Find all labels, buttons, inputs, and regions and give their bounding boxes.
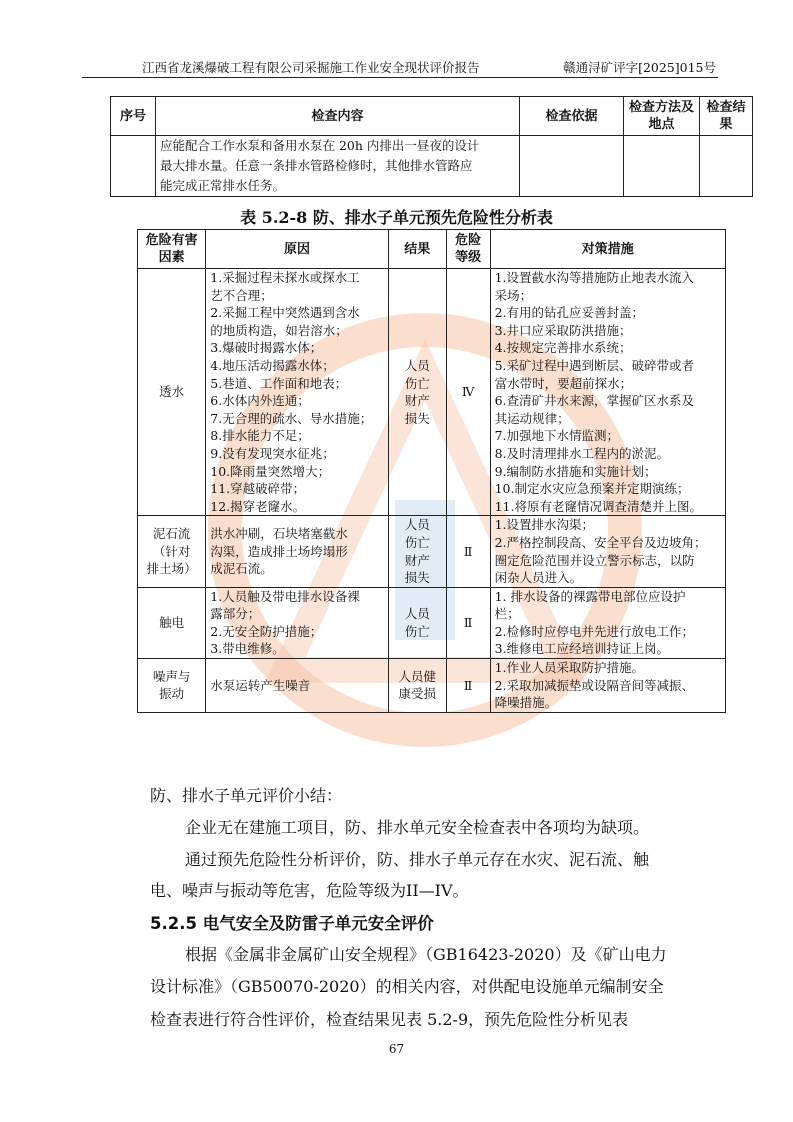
cell-measures-line: 2.有用的钻孔应妥善封盖； — [494, 305, 644, 321]
col-header-result: 检查结果 — [700, 97, 753, 136]
table-row — [138, 659, 726, 713]
cell-measures-line: 1.设置截水沟等措施防止地表水流入 — [494, 270, 694, 285]
col-header-measures: 对策措施 — [490, 230, 725, 269]
cell-measures-line: 6.查清矿井水来源，掌握矿区水系及 — [494, 393, 694, 409]
cell-causes-line: 1.采掘过程未探水或探水工 — [210, 270, 360, 285]
cell-factor-line: 排土场） — [146, 561, 197, 577]
cell-basis — [520, 136, 624, 197]
cell-causes-line: 成泥石流。 — [210, 561, 273, 577]
col-header-cause: 原因 — [206, 230, 388, 269]
cell-level: Ⅱ — [446, 587, 490, 658]
cell-measures-line: 4.按规定完善排水系统； — [494, 340, 632, 356]
header-report-title: 江西省龙溪爆破工程有限公司采掘施工作业安全现状评价报告 — [142, 60, 480, 75]
section-paragraph-line-3: 检查表进行符合性评价，检查结果见表 5.2-9，预先危险性分析见表 — [150, 1010, 629, 1029]
cell-measures — [490, 587, 725, 658]
cell-measures-line: 2.检修时应停电并先进行放电工作； — [494, 623, 694, 639]
cell-causes-line: 沟渠，造成排土场垮塌形 — [210, 543, 348, 559]
cell-result — [388, 659, 446, 713]
table-row — [138, 269, 726, 516]
cell-causes-line: 11.穿越破碎带； — [210, 481, 306, 497]
cell-causes-line: 1.人员触及带电排水设备裸 — [210, 588, 360, 604]
section-paragraph-line-1: 根据《金属非金属矿山安全规程》（GB16423-2020）及《矿山电力 — [185, 945, 667, 964]
cell-causes-line: 8.排水能力不足； — [210, 428, 310, 444]
cell-result-line: 伤亡 — [404, 534, 430, 550]
cell-result-line: 伤亡 — [404, 375, 430, 391]
check-table-continued — [110, 96, 753, 197]
cell-measures-line: 其运动规律； — [494, 410, 570, 426]
cell-factor-line: 透水 — [159, 384, 185, 400]
section-heading: 5.2.5 电气安全及防雷子单元安全评价 — [150, 914, 434, 933]
cell-measures-line: 8.及时清理排水工程内的淤泥。 — [494, 445, 669, 461]
cell-result — [388, 587, 446, 658]
cell-measures-line: 5.采矿过程中遇到断层、破碎带或者 — [494, 357, 694, 373]
cell-level: Ⅳ — [446, 269, 490, 516]
cell-causes-line: 6.水体内外连通； — [210, 393, 310, 409]
cell-causes-line: 3.爆破时揭露水体； — [210, 340, 323, 356]
cell-factor — [138, 587, 206, 658]
cell-measures-line: 11.将原有老窿情况调查清楚并上图。 — [494, 498, 702, 514]
cell-result-line: 损失 — [404, 410, 430, 426]
cell-causes-line: 3.带电维修。 — [210, 641, 285, 657]
col-header-result: 结果 — [388, 230, 446, 269]
col-header-content: 检查内容 — [156, 97, 520, 136]
cell-level: Ⅱ — [446, 516, 490, 587]
cell-causes-line: 7.无合理的疏水、导水措施； — [210, 410, 373, 426]
summary-title: 防、排水子单元评价小结： — [150, 786, 343, 805]
cell-measures-line: 闲杂人员进入。 — [494, 570, 583, 586]
cell-causes — [206, 516, 388, 587]
cell-measures-line: 1.设置排水沟渠； — [494, 517, 594, 533]
cell-content: 应能配合工作水泵和备用水泵在 20h 内排出一昼夜的设计 最大排水量。任意一条排水管路检修时，其他排水管路应 能完成正常排水任务。 — [156, 136, 520, 197]
cell-factor-line: 泥石流 — [152, 526, 191, 542]
hazard-analysis-table — [137, 229, 726, 713]
header-report-number: 赣通浔矿评字[2025]015号 — [563, 60, 716, 75]
cell-measures — [490, 659, 725, 713]
cell-result-line: 损失 — [404, 570, 430, 586]
section-paragraph-line-2: 设计标准》（GB50070-2020）的相关内容，对供配电设施单元编制安全 — [150, 977, 664, 996]
cell-measures-line: 1. 排水设备的裸露带电部位应设护 — [494, 588, 686, 604]
cell-measures-line: 富水带时，要超前探水； — [494, 375, 633, 391]
summary-paragraph-2-line-1: 通过预先危险性分析评价，防、排水子单元存在水灾、泥石流、触 — [185, 850, 650, 869]
cell-method — [624, 136, 700, 197]
cell-measures-line: 10.制定水灾应急预案并定期演练； — [494, 481, 690, 497]
col-header-level: 危险等级 — [446, 230, 490, 269]
cell-result-line: 康受损 — [398, 686, 436, 702]
cell-factor-line: 触电 — [159, 615, 185, 631]
cell-no — [111, 136, 156, 197]
cell-measures-line: 圈定危险范围并设立警示标志，以防 — [494, 552, 695, 568]
col-header-factor: 危险有害因素 — [138, 230, 206, 269]
cell-causes-line: 5.巷道、工作面和地表； — [210, 375, 348, 391]
cell-level: Ⅱ — [446, 659, 490, 713]
table-row — [111, 136, 753, 197]
cell-measures-line: 2.严格控制段高、安全平台及边坡角； — [494, 534, 707, 550]
cell-measures-line: 降噪措施。 — [494, 695, 558, 711]
page-header — [82, 59, 718, 78]
cell-causes — [206, 587, 388, 658]
cell-result-line: 人员 — [404, 357, 430, 373]
cell-causes-line: 2.采掘工程中突然遇到含水 — [210, 305, 360, 321]
cell-result-line: 财产 — [404, 552, 430, 568]
cell-causes-line: 4.地压活动揭露水体； — [210, 357, 335, 373]
cell-factor — [138, 516, 206, 587]
col-header-method: 检查方法及地点 — [624, 97, 700, 136]
cell-measures-line: 9.编制防水措施和实施计划； — [494, 463, 657, 479]
cell-factor — [138, 659, 206, 713]
cell-measures — [490, 516, 725, 587]
table-caption: 表 5.2-8 防、排水子单元预先危险性分析表 — [240, 208, 553, 227]
summary-paragraph-2-line-2: 电、噪声与振动等危害，危险等级为II—IV。 — [150, 881, 469, 900]
cell-causes-line: 露部分； — [210, 606, 261, 622]
table-row — [138, 587, 726, 658]
cell-factor-line: （针对 — [152, 543, 191, 559]
cell-measures-line: 7.加强地下水情监测； — [494, 428, 619, 444]
cell-causes-line: 水泵运转产生噪音 — [210, 677, 311, 693]
cell-measures-line: 采场； — [494, 287, 533, 303]
cell-result-line: 财产 — [404, 393, 430, 409]
cell-factor-line: 噪声与 — [152, 668, 191, 684]
cell-causes-line: 10.降雨量突然增大； — [210, 463, 331, 479]
cell-causes-line: 艺不合理； — [210, 287, 273, 303]
cell-result — [388, 516, 446, 587]
cell-factor-line: 振动 — [159, 686, 185, 702]
cell-result-line: 人员健 — [398, 668, 436, 684]
col-header-basis: 检查依据 — [520, 97, 624, 136]
cell-measures-line: 3.维修电工应经培训持证上岗。 — [494, 641, 669, 657]
cell-result-line: 人员 — [404, 606, 430, 622]
cell-causes-line: 的地质构造，如岩溶水； — [210, 322, 348, 338]
cell-causes-line: 2.无安全防护措施； — [210, 623, 323, 639]
cell-causes — [206, 659, 388, 713]
page-number: 67 — [388, 1042, 405, 1056]
cell-measures — [490, 269, 725, 516]
summary-paragraph-1: 企业无在建施工项目，防、排水单元安全检查表中各项均为缺项。 — [185, 818, 650, 837]
cell-result — [700, 136, 753, 197]
cell-causes-line: 9.没有发现突水征兆； — [210, 445, 335, 461]
table-row — [138, 516, 726, 587]
cell-measures-line: 1.作业人员采取防护措施。 — [494, 660, 644, 676]
cell-causes-line: 洪水冲刷，石块堵塞截水 — [210, 526, 348, 542]
col-header-no: 序号 — [111, 97, 156, 136]
cell-measures-line: 3.井口应采取防洪措施； — [494, 322, 632, 338]
cell-result — [388, 269, 446, 516]
cell-causes-line: 12.揭穿老窿水。 — [210, 498, 306, 514]
cell-result-line: 伤亡 — [404, 623, 430, 639]
cell-measures-line: 2.采取加减振垫或设隔音间等减振、 — [494, 677, 694, 693]
cell-factor — [138, 269, 206, 516]
cell-result-line: 人员 — [404, 517, 430, 533]
cell-measures-line: 栏； — [494, 606, 520, 622]
cell-causes — [206, 269, 388, 516]
